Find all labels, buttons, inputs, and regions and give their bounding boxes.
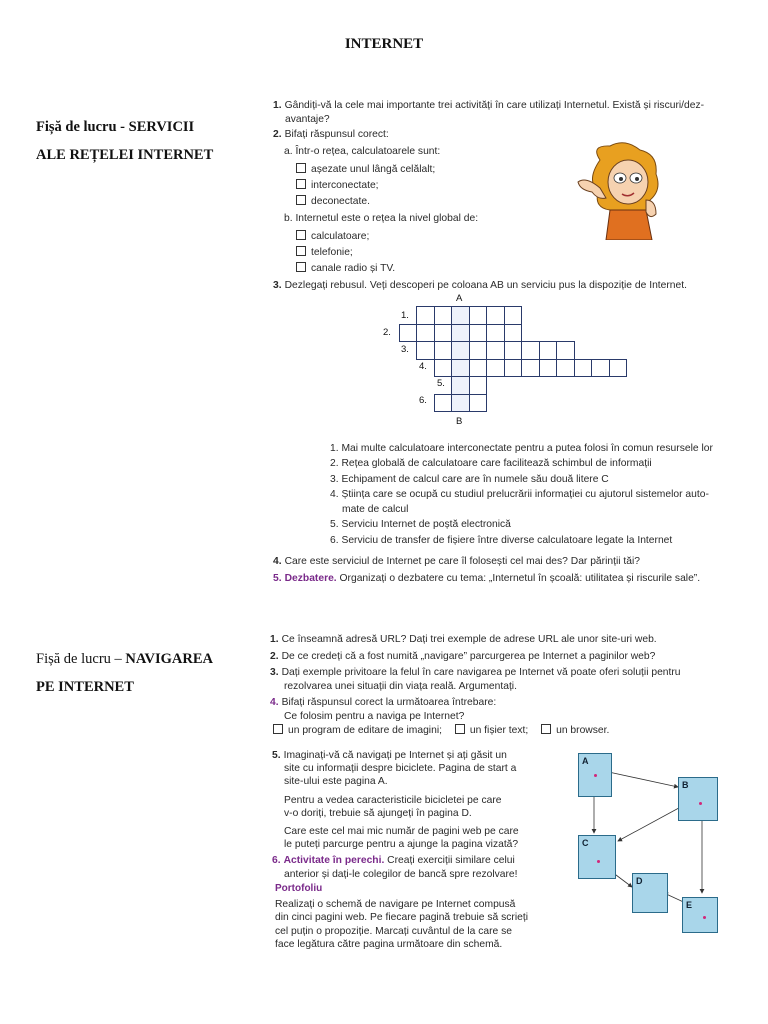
crossword-cell (486, 306, 505, 325)
s1-crossword-clues (330, 441, 740, 548)
checkbox-icon (455, 724, 465, 734)
crossword-cell (486, 359, 505, 378)
checkbox-icon (541, 724, 551, 734)
crossword-cell (504, 306, 523, 325)
crossword-cell (556, 341, 575, 360)
crossword-label-b: B (456, 416, 463, 427)
crossword-cell (434, 324, 453, 343)
crossword-cell (486, 341, 505, 360)
diagram-page-d: D (632, 873, 668, 913)
crossword-cell (416, 324, 435, 343)
s1-question-4: 4. Care este serviciul de Internet pe care îl folosești cel mai des? Dar părinții tăi? (273, 556, 641, 567)
s1-question-5: 5. Dezbatere. Organizați o dezbatere cu tema: „Internetul în școală: utilitatea și riscurile sale”. (273, 573, 701, 584)
s1-question-2a: a. Într-o rețea, calculatoarele sunt: (284, 146, 441, 157)
crossword-cell (451, 306, 470, 325)
s2-question-2: 2. De ce credeți că a fost numită „navigare” parcurgerea pe Internet a paginilor web? (270, 651, 656, 662)
link-marker (703, 916, 706, 919)
crossword-cell (591, 359, 610, 378)
crossword-cell (434, 359, 453, 378)
crossword-cell (469, 394, 488, 413)
s2-question-3: 3. Dați exemple privitoare la felul în care navigarea pe Internet vă poate oferi soluții pentru rezolvarea unei situații din viața reală. Argumentați. (270, 667, 681, 692)
clue-item: 5. Serviciu Internet de poștă electronică (330, 519, 511, 531)
crossword-cell (469, 359, 488, 378)
crossword-row-label: 2. (383, 327, 391, 338)
s2-question-5: 5. Imaginați-vă că navigați pe Internet și ați găsit un site cu informații despre biciclete. Pagina de start a site-ului este pagina A. Pentru a vedea caracteristicile bicicletei pe care v-o doriți, trebuie să ajungeți în pagina D. Care este cel mai mic număr de pagini web pe care le puteți parcurge pentru a ajunge la pagina vizată? 6. Activitate în perechi. Creați exerciții similare celui anterior și dați-le colegilor de bancă spre rezolvare! (272, 750, 519, 880)
arrow-a-b (604, 771, 678, 787)
portfolio-title: Portofoliu (275, 883, 323, 894)
s2-question-1: 1. Ce înseamnă adresă URL? Dați trei exemple de adrese URL ale unor site-uri web. (270, 634, 657, 645)
clue-item: mate de calcul (342, 504, 409, 516)
crossword-cell (434, 341, 453, 360)
link-marker (594, 774, 597, 777)
crossword-cell (451, 341, 470, 360)
diagram-page-b: B (678, 777, 718, 821)
crossword-cell (451, 394, 470, 413)
crossword-cell (451, 376, 470, 395)
clue-item: 1. Mai multe calculatoare interconectate pentru a putea folosi în comun resursele lor (330, 443, 713, 454)
navigation-diagram (570, 745, 740, 935)
diagram-page-e: E (682, 897, 718, 933)
crossword-row-label: 5. (437, 378, 445, 389)
crossword-cell (486, 324, 505, 343)
checkbox-option: interconectate; (296, 178, 435, 194)
crossword-cell (539, 359, 558, 378)
clue-item: 3. Echipament de calcul care are în numele său două litere C (330, 473, 609, 485)
crossword-cell (399, 324, 418, 343)
s1-question-2: 2. Bifați răspunsul corect: (273, 129, 389, 140)
worksheet-1-label-line1: Fișă de lucru - SERVICII (36, 119, 195, 135)
crossword-cell (504, 359, 523, 378)
crossword-cell (469, 341, 488, 360)
crossword-label-a: A (456, 293, 463, 304)
clue-item: 4. Știința care se ocupă cu studiul prelucrării informației cu ajutorul sistemelor auto- (330, 488, 709, 500)
diagram-page-c: C (578, 835, 616, 879)
crossword-cell (504, 341, 523, 360)
checkbox-option: calculatoare; (296, 229, 395, 245)
crossword-cell (521, 341, 540, 360)
diagram-page-a: A (578, 753, 612, 797)
checkbox-option: un fișier text; (455, 725, 528, 736)
crossword-cell (416, 306, 435, 325)
crossword-cell (574, 359, 593, 378)
crossword-cell (504, 324, 523, 343)
checkbox-option: așezate unul lângă celălalt; (296, 162, 435, 178)
crossword-row-label: 3. (401, 344, 409, 355)
s2-question-4: 4. Bifați răspunsul corect la următoarea întrebare: Ce folosim pentru a naviga pe Internet? (270, 697, 497, 722)
crossword-row-label: 6. (419, 395, 427, 406)
link-marker (699, 802, 702, 805)
s1-question-1: 1. Gândiți-vă la cele mai importante trei activități în care utilizați Internetul. Există și riscuri/dez- avantaje? (273, 100, 705, 125)
link-marker (597, 860, 600, 863)
crossword-cell (434, 306, 453, 325)
s2-portfolio: Portofoliu Realizați o schemă de navigare pe Internet compusă din cinci pagini web. Pe fiecare pagină trebuie să scrieți cel puțin o propoziție. Marcați cuvântul de la care se face legătura către pagina următoare din schemă. (275, 882, 545, 951)
crossword-cell (609, 359, 628, 378)
crossword-row-label: 4. (419, 361, 427, 372)
crossword-cell (539, 341, 558, 360)
crossword-cell (416, 341, 435, 360)
crossword-cell (451, 324, 470, 343)
crossword-cell (469, 376, 488, 395)
checkbox-option: canale radio și TV. (296, 261, 395, 277)
clue-item: 2. Rețea globală de calculatoare care facilitează schimbul de informații (330, 458, 652, 470)
checkbox-option: un browser. (541, 725, 609, 736)
s1-question-2b: b. Internetul este o rețea la nivel global de: (284, 213, 479, 224)
crossword-cell (556, 359, 575, 378)
crossword-cell (469, 324, 488, 343)
s1-question-3: 3. Dezlegați rebusul. Veți descoperi pe coloana AB un serviciu pus la dispoziție de Internet. (273, 280, 687, 291)
worksheet-2-label: Fișă de lucru – NAVIGAREA PE INTERNET (36, 651, 213, 695)
crossword-cell (434, 394, 453, 413)
checkbox-option: deconectate. (296, 194, 435, 210)
crossword-row-label: 1. (401, 310, 409, 321)
clue-item: 6. Serviciu de transfer de fișiere între diverse calculatoare legate la Internet (330, 534, 673, 546)
worksheet-1-label-line2: ALE REȚELEI INTERNET (36, 147, 214, 163)
crossword-cell (469, 306, 488, 325)
page-title: INTERNET (344, 36, 424, 52)
checkbox-option: telefonie; (296, 245, 395, 261)
checkbox-icon (273, 724, 283, 734)
crossword-cell (451, 359, 470, 378)
crossword-cell (521, 359, 540, 378)
s2-q4-options (273, 723, 743, 739)
checkbox-option: un program de editare de imagini; (273, 725, 442, 736)
